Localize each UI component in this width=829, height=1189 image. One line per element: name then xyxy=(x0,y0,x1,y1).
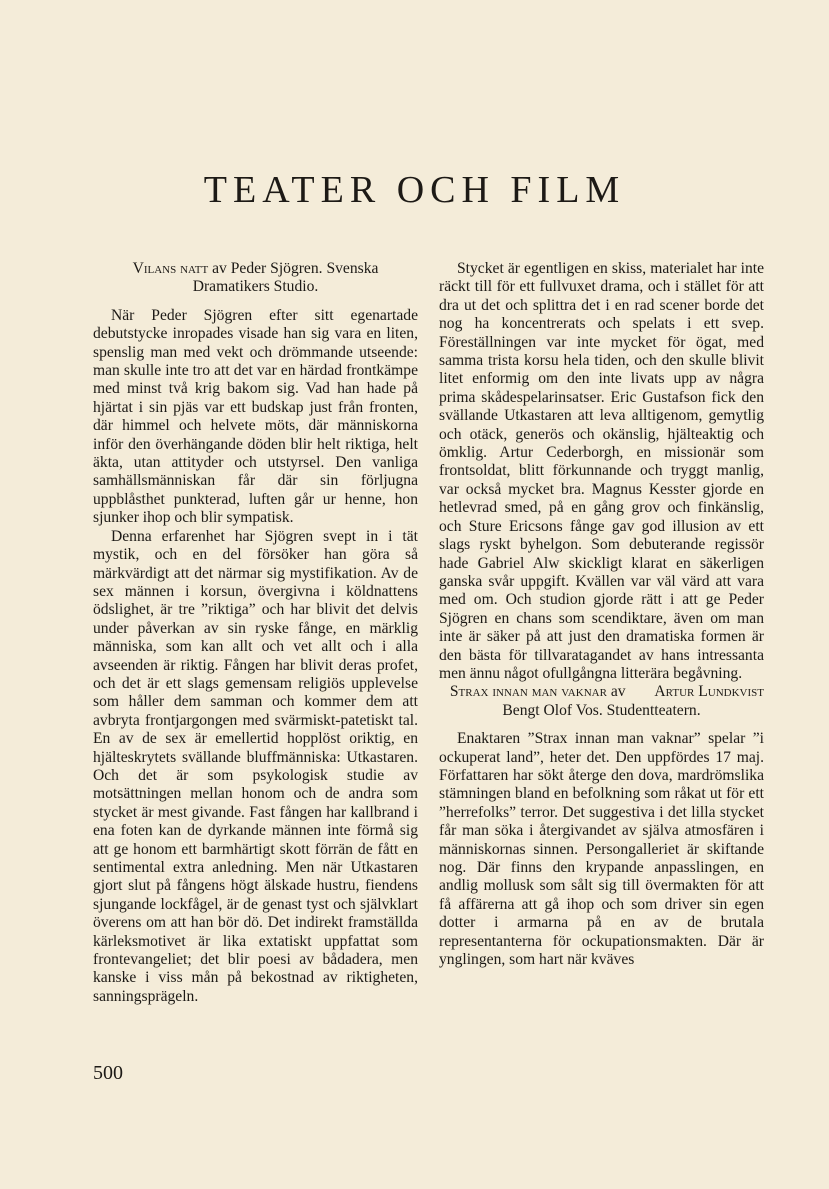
review2-play-title: Strax innan man vaknar xyxy=(449,683,607,701)
right-column xyxy=(439,260,764,969)
review1-signature: Artur Lundkvist xyxy=(654,683,764,701)
review1-paragraph-3-text: Stycket är egentligen en skiss, materialet har inte räckt till för ett fullvuxet drama, och i stället för att dra ut det och splittra det i en rad scener borde det nog ha koncentrerats och spelats i ett svep. Föreställningen var inte mycket för ögat, med samma trista korsu hela tiden, och den skulle blivit litet enformig om den inte livats upp av några prima skådespelarinsatser. Eric Gustafson fick den svällande Utkastaren att leva alltigenom, gemytlig och otäck, generös och okänslig, hjälteaktig och ömklig. Artur Cederborgh, en missionär som frontsoldat, blitt förkunnande och tryggt manlig, var också mycket bra. Magnus Kesster gjorde en hetlevrad smed, på en gång grov och finkänslig, och Sture Ericsons fånge gav god illusion av ett slags ryskt byhelgon. Som debuterande regissör hade Gabriel Alw skickligt klarat en säkerligen ganska svår uppgift. Kvällen var väl värd att vara med om. Och studion gjorde rätt i att ge Peder Sjögren en chans som scendiktare, även om man inte är säker på att just den dramatiska formen är den bästa för tillvaratagandet av hans intressanta men ännu något ofullgångna litterära begåvning. xyxy=(439,260,764,682)
review1-paragraph-1: När Peder Sjögren efter sitt egenartade debutstycke inropades visade han sig vara en liten, spenslig man med vekt och drömmande utseende: man skulle inte tro att det var en härdad frontkämpe med minst två krig bakom sig. Vad han hade på hjärtat i sin pjäs var ett budskap just från fronten, där himmel och helvete möts, där människorna inför den överhängande döden blir helt riktiga, helt äkta, utan attityder och utstyrsel. Den vanliga samhällsmänniskan får där sin förljugna uppblåsthet punkterad, luften går ur henne, hon sjunker ihop och blir sympatisk. xyxy=(93,306,418,527)
review1-byline: av Peder Sjögren. Svenska Dramatikers Studio. xyxy=(192,260,379,296)
review2-byline: av Bengt Olof Vos. Studentteatern. xyxy=(502,683,701,719)
review1-paragraph-2: Denna erfarenhet har Sjögren svept in i tät mystik, och en del försöker han göra så märkvärdigt att det närmar sig mystifikation. Av de sex männen i korsun, övergivna i köldnattens ödslighet, är tre ”riktiga” och har blivit det delvis under påverkan av sin ryske fånge, en märklig människa, som kan allt och vet allt och i alla avseenden är riktig. Fången har blivit deras profet, och det är ett slags gemensam religiös upplevelse som håller dem samman och kommer dem att avbryta frontjargongen med svärmiskt-patetiskt tal. En av de sex är emellertid hopplöst oriktig, en hjälteskrytets svällande bluffmänniska: Utkastaren. Och det är som psykologisk studie av motsättningen mellan honom och de andra som stycket är mest givande. Fast fången har kallbrand i ena foten kan de dyrkande männen inte förmå sig att ge honom ett barmhärtigt skott förrän de fått en sentimental extra anledning. Men när Utkastaren gjort slut på fångens högt älskade hustru, fiendens sjungande lockfågel, är de genast tyst och självklart överens om att han bör dö. Det indirekt framställda kärleksmotivet är lika extatiskt uppfattat som frontevangeliet; det blir poesi av bådadera, men kanske i viss mån på bekostnad av riktigheten, sanningsprägeln. xyxy=(93,527,418,1005)
page-number: 500 xyxy=(93,1062,123,1084)
review1-header xyxy=(93,260,418,297)
left-column xyxy=(93,260,418,1006)
review1-play-title: Vilans natt xyxy=(132,260,209,277)
review2-paragraph-1: Enaktaren ”Strax innan man vaknar” spelar ”i ockuperat land”, heter det. Den uppfördes 17 maj. Författaren har sökt återge den dova, mardrömslika stämningen bland en befolkning som råkat ut för ett ”herrefolks” terror. Det suggestiva i det lilla stycket får man söka i återgivandet av själva atmosfären i människornas sinnen. Persongalleriet är skiftande nog. Där finns den krypande anpasslingen, en andlig mollusk som sålt sig till övermakten för att få affärerna att gå ihop och som driver sin egen dotter i armarna på en av de brutala representanterna för ockupationsmakten. Där är ynglingen, som hart när kväves xyxy=(439,730,764,969)
section-heading: TEATER OCH FILM xyxy=(203,169,626,211)
